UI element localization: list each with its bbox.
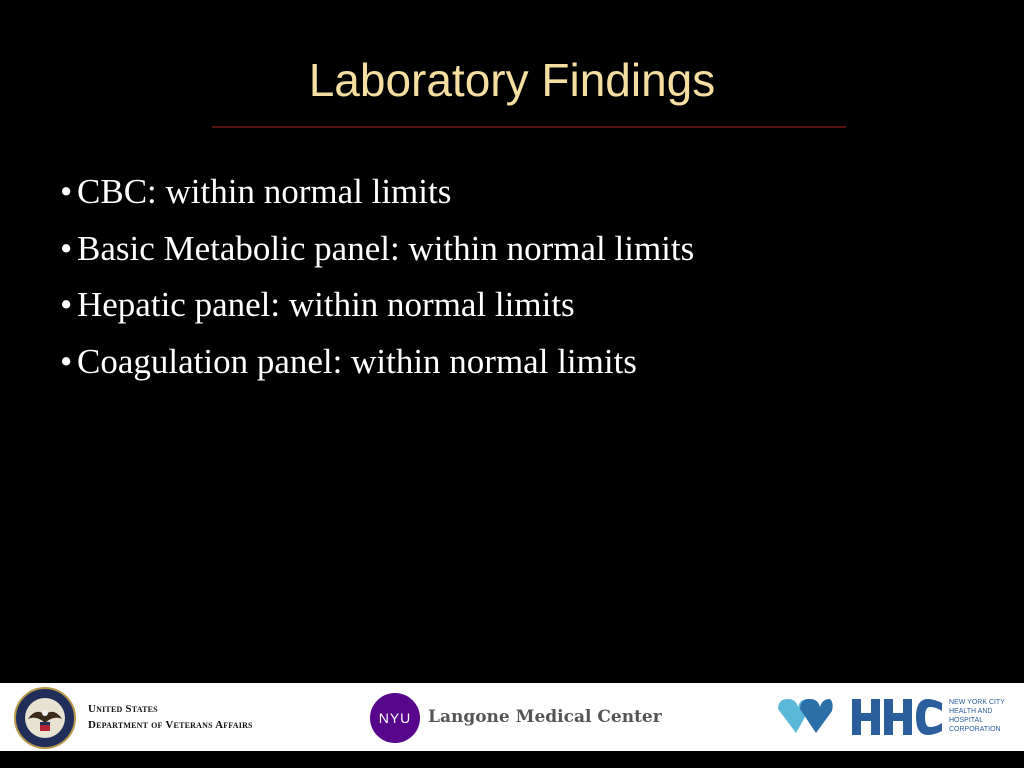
va-line-2: Department of Veterans Affairs xyxy=(88,719,253,731)
hhc-sub-line: HEALTH AND xyxy=(949,708,993,715)
hhc-sub-line: CORPORATION xyxy=(949,726,1001,733)
hhc-logo xyxy=(850,695,944,739)
bullet-dot: • xyxy=(60,341,73,381)
va-seal-icon xyxy=(14,687,76,749)
hhc-hearts-icon xyxy=(774,695,834,739)
bullet-text: Basic Metabolic panel: within normal limits xyxy=(77,228,695,268)
bullet-list xyxy=(60,164,694,390)
bullet-item xyxy=(60,277,694,334)
hhc-corporation-name xyxy=(949,698,1009,734)
bullet-text: Coagulation panel: within normal limits xyxy=(77,341,637,381)
bullet-text: Hepatic panel: within normal limits xyxy=(77,285,575,324)
hhc-sub-line: HOSPITAL xyxy=(949,717,984,724)
logo-footer xyxy=(0,683,1024,751)
hhc-sub-line: NEW YORK CITY xyxy=(949,699,1005,706)
slide-title: Laboratory Findings xyxy=(308,54,716,106)
va-line-1: United States xyxy=(88,703,158,715)
footer-bottom-band xyxy=(0,751,1024,768)
nyu-badge-text: NYU xyxy=(378,710,412,726)
bullet-dot: • xyxy=(60,228,73,268)
title-divider xyxy=(212,126,846,128)
langone-name: Langone Medical Center xyxy=(428,707,662,727)
va-name xyxy=(88,701,253,733)
bullet-dot: • xyxy=(60,285,73,324)
bullet-item xyxy=(60,334,694,391)
bullet-item xyxy=(60,164,694,221)
bullet-dot: • xyxy=(60,172,73,211)
bullet-text: CBC: within normal limits xyxy=(77,172,452,211)
bullet-item xyxy=(60,221,694,278)
